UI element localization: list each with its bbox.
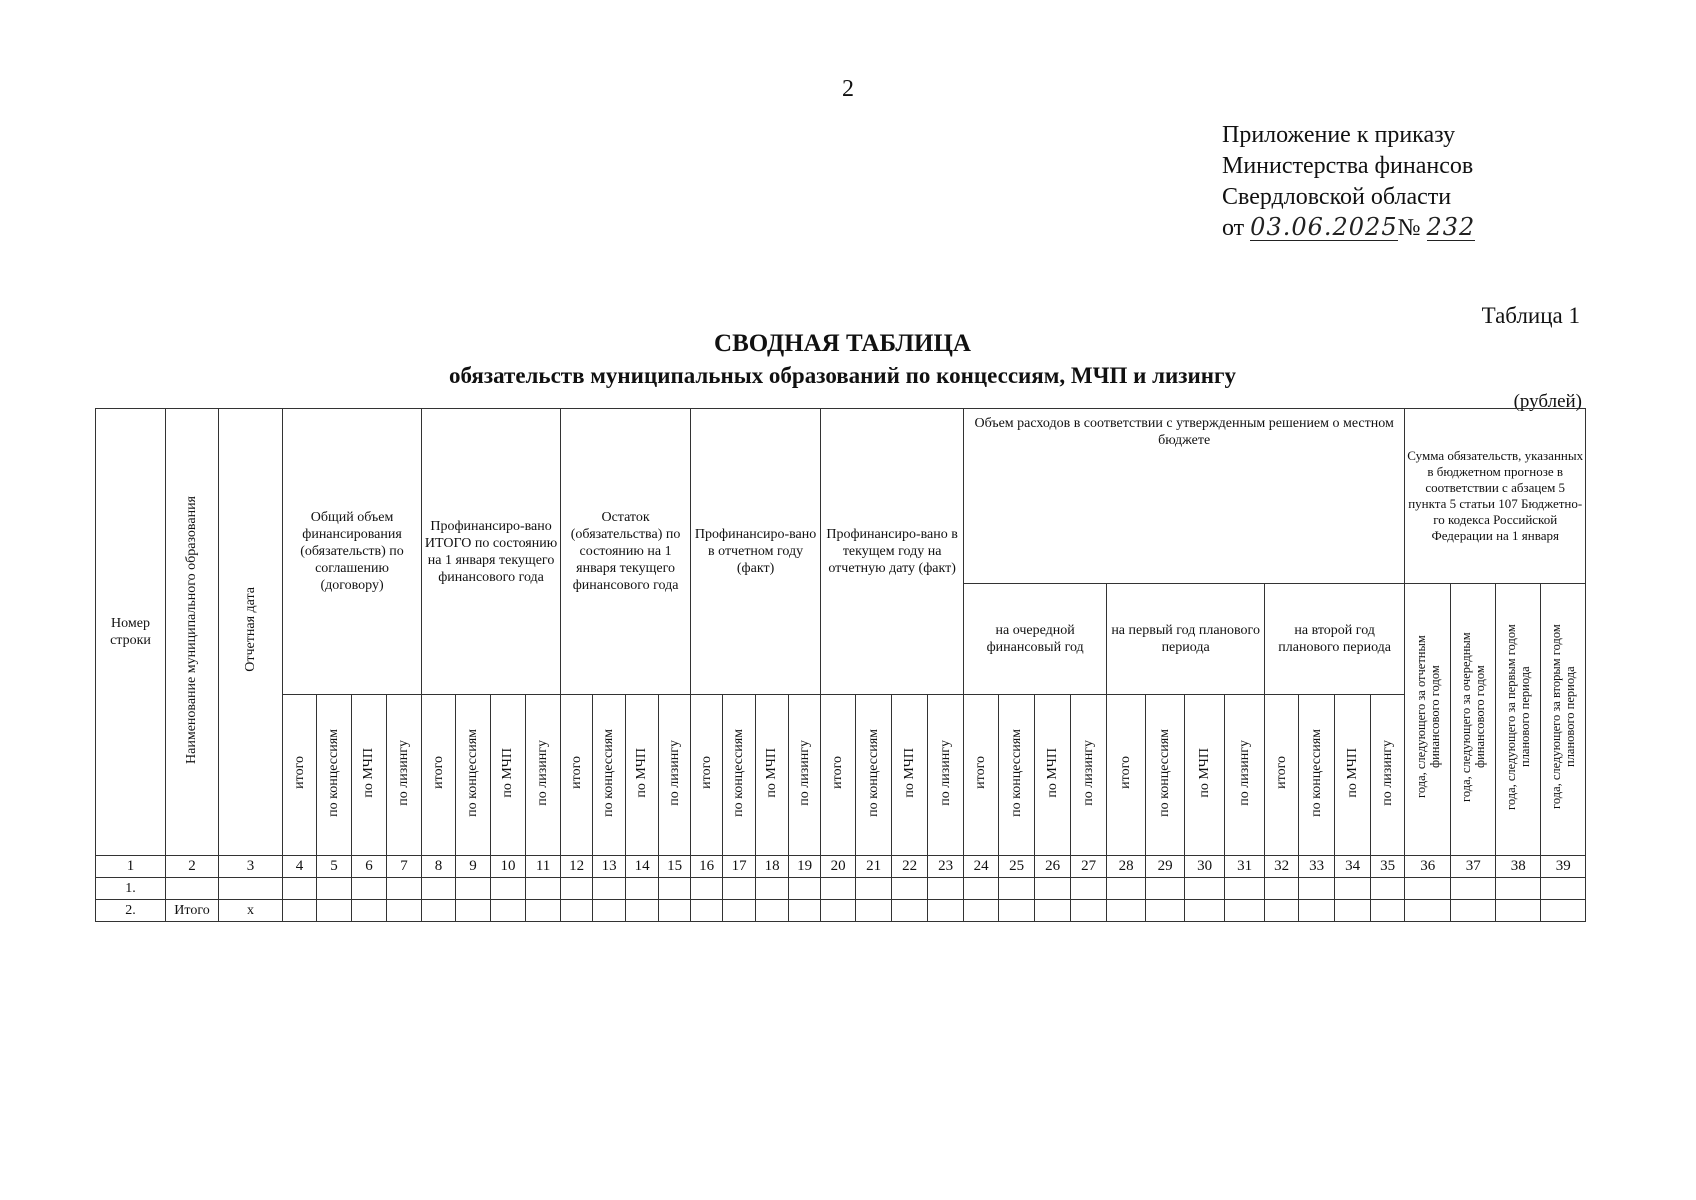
sub-header-total: итого xyxy=(821,695,856,856)
value-cell xyxy=(723,900,756,922)
value-cell xyxy=(456,878,491,900)
value-cell xyxy=(352,900,387,922)
value-cell xyxy=(1071,878,1107,900)
value-cell xyxy=(561,878,593,900)
column-number: 26 xyxy=(1035,856,1071,878)
value-cell xyxy=(856,878,892,900)
value-cell xyxy=(1496,878,1541,900)
column-number: 12 xyxy=(561,856,593,878)
value-cell xyxy=(526,900,561,922)
sub-header-mchp: по МЧП xyxy=(491,695,526,856)
sub-header-total: итого xyxy=(1265,695,1299,856)
appendix-block xyxy=(1222,120,1475,244)
value-cell xyxy=(928,900,964,922)
value-cell xyxy=(964,878,999,900)
value-cell xyxy=(1299,878,1335,900)
column-number: 15 xyxy=(659,856,691,878)
value-cell xyxy=(964,900,999,922)
header-municipality: Наименование муниципального образования xyxy=(166,409,219,856)
value-cell xyxy=(1496,900,1541,922)
sub-header-total: итого xyxy=(422,695,456,856)
header-report-date: Отчетная дата xyxy=(219,409,283,856)
value-cell xyxy=(491,900,526,922)
summary-table xyxy=(95,408,1586,922)
value-cell xyxy=(526,878,561,900)
page-number: 2 xyxy=(842,76,854,102)
value-cell xyxy=(1405,878,1451,900)
column-number: 25 xyxy=(999,856,1035,878)
value-cell xyxy=(1451,900,1496,922)
sub-header-mchp: по МЧП xyxy=(1035,695,1071,856)
header-financed-report-year: Профинансиро-вано в отчетном году (факт) xyxy=(691,409,821,695)
sub-header-mchp: по МЧП xyxy=(756,695,789,856)
column-number: 32 xyxy=(1265,856,1299,878)
column-number: 22 xyxy=(892,856,928,878)
column-number: 34 xyxy=(1335,856,1371,878)
value-cell xyxy=(892,900,928,922)
value-cell xyxy=(387,878,422,900)
column-number: 20 xyxy=(821,856,856,878)
handwritten-number: 232 xyxy=(1426,213,1476,241)
value-cell xyxy=(756,900,789,922)
value-cell xyxy=(626,900,659,922)
header-forecast-38: года, следующего за первым годом планового периода xyxy=(1496,584,1541,856)
sub-header-leasing: по лизингу xyxy=(1371,695,1405,856)
units-label: (рублей) xyxy=(1513,391,1582,412)
value-cell xyxy=(422,900,456,922)
value-cell xyxy=(1225,900,1265,922)
value-cell xyxy=(999,900,1035,922)
sub-header-concessions: по концессиям xyxy=(856,695,892,856)
sub-header-total: итого xyxy=(964,695,999,856)
value-cell xyxy=(1035,878,1071,900)
value-cell xyxy=(1371,878,1405,900)
value-cell xyxy=(1071,900,1107,922)
value-cell xyxy=(283,900,317,922)
number-sign: № xyxy=(1397,215,1421,241)
value-cell xyxy=(789,878,821,900)
value-cell xyxy=(626,878,659,900)
sub-header-concessions: по концессиям xyxy=(456,695,491,856)
table-label: Таблица 1 xyxy=(1481,303,1580,328)
sub-header-mchp: по МЧП xyxy=(352,695,387,856)
value-cell xyxy=(821,878,856,900)
column-number: 9 xyxy=(456,856,491,878)
value-cell xyxy=(1107,878,1146,900)
header-remainder-jan1: Остаток (обязательства) по состоянию на 1 января текущего финансового года xyxy=(561,409,691,695)
header-next-fin-year: на очередной финансовый год xyxy=(964,584,1107,695)
column-number: 17 xyxy=(723,856,756,878)
value-cell xyxy=(422,878,456,900)
header-forecast-36: года, следующего за отчетным финансового годом xyxy=(1405,584,1451,856)
sub-header-concessions: по концессиям xyxy=(723,695,756,856)
header-row-number: Номер строки xyxy=(96,409,166,856)
sub-header-leasing: по лизингу xyxy=(387,695,422,856)
row-number-cell: 1. xyxy=(96,878,166,900)
value-cell xyxy=(756,878,789,900)
column-number: 6 xyxy=(352,856,387,878)
sub-header-leasing: по лизингу xyxy=(1225,695,1265,856)
value-cell xyxy=(1405,900,1451,922)
table-row xyxy=(96,878,1586,900)
value-cell xyxy=(1541,878,1586,900)
column-number: 35 xyxy=(1371,856,1405,878)
value-cell xyxy=(856,900,892,922)
value-cell xyxy=(1107,900,1146,922)
value-cell xyxy=(387,900,422,922)
column-number: 31 xyxy=(1225,856,1265,878)
header-forecast-39: года, следующего за вторым годом планового периода xyxy=(1541,584,1586,856)
value-cell xyxy=(691,900,723,922)
value-cell xyxy=(1265,878,1299,900)
column-number: 36 xyxy=(1405,856,1451,878)
value-cell xyxy=(691,878,723,900)
report-date-cell xyxy=(219,878,283,900)
sub-header-total: итого xyxy=(283,695,317,856)
sub-header-concessions: по концессиям xyxy=(999,695,1035,856)
sub-header-mchp: по МЧП xyxy=(626,695,659,856)
column-number: 37 xyxy=(1451,856,1496,878)
value-cell xyxy=(1146,900,1185,922)
value-cell xyxy=(1225,878,1265,900)
column-number: 38 xyxy=(1496,856,1541,878)
header-total-volume: Общий объем финансирования (обязательств) по соглашению (договору) xyxy=(283,409,422,695)
value-cell xyxy=(1451,878,1496,900)
column-number: 28 xyxy=(1107,856,1146,878)
value-cell xyxy=(352,878,387,900)
value-cell xyxy=(317,878,352,900)
value-cell xyxy=(1299,900,1335,922)
column-number: 23 xyxy=(928,856,964,878)
report-date-cell: х xyxy=(219,900,283,922)
sub-header-concessions: по концессиям xyxy=(1146,695,1185,856)
column-number: 14 xyxy=(626,856,659,878)
header-first-plan-year: на первый год планового периода xyxy=(1107,584,1265,695)
header-financed-total-jan1: Профинансиро-вано ИТОГО по состоянию на 1 января текущего финансового года xyxy=(422,409,561,695)
sub-header-mchp: по МЧП xyxy=(1335,695,1371,856)
value-cell xyxy=(1335,878,1371,900)
value-cell xyxy=(892,878,928,900)
value-cell xyxy=(491,878,526,900)
column-number: 11 xyxy=(526,856,561,878)
column-number: 18 xyxy=(756,856,789,878)
column-number: 19 xyxy=(789,856,821,878)
value-cell xyxy=(999,878,1035,900)
sub-header-leasing: по лизингу xyxy=(789,695,821,856)
column-number: 21 xyxy=(856,856,892,878)
column-number-row xyxy=(96,856,1586,878)
value-cell xyxy=(1146,878,1185,900)
value-cell xyxy=(561,900,593,922)
table-row xyxy=(96,900,1586,922)
sub-header-concessions: по концессиям xyxy=(1299,695,1335,856)
value-cell xyxy=(1335,900,1371,922)
document-title: СВОДНАЯ ТАБЛИЦА xyxy=(714,330,971,357)
header-second-plan-year: на второй год планового периода xyxy=(1265,584,1405,695)
sub-header-concessions: по концессиям xyxy=(317,695,352,856)
header-forecast-37: года, следующего за очередным финансового годом xyxy=(1451,584,1496,856)
column-number: 39 xyxy=(1541,856,1586,878)
column-number: 29 xyxy=(1146,856,1185,878)
municipality-cell: Итого xyxy=(166,900,219,922)
value-cell xyxy=(821,900,856,922)
sub-header-leasing: по лизингу xyxy=(659,695,691,856)
sub-header-total: итого xyxy=(691,695,723,856)
column-number: 16 xyxy=(691,856,723,878)
column-number: 30 xyxy=(1185,856,1225,878)
value-cell xyxy=(659,878,691,900)
header-financed-current-year: Профинансиро-вано в текущем году на отчетную дату (факт) xyxy=(821,409,964,695)
value-cell xyxy=(283,878,317,900)
column-number: 27 xyxy=(1071,856,1107,878)
sub-header-total: итого xyxy=(1107,695,1146,856)
appendix-line-1: Приложение к приказу xyxy=(1222,122,1456,148)
value-cell xyxy=(928,878,964,900)
sub-header-mchp: по МЧП xyxy=(1185,695,1225,856)
value-cell xyxy=(1185,878,1225,900)
column-number: 1 xyxy=(96,856,166,878)
sub-header-total: итого xyxy=(561,695,593,856)
value-cell xyxy=(1185,900,1225,922)
value-cell xyxy=(659,900,691,922)
column-number: 13 xyxy=(593,856,626,878)
document-subtitle: обязательств муниципальных образований по концессиям, МЧП и лизингу xyxy=(449,363,1236,388)
appendix-date-line xyxy=(1222,213,1475,244)
value-cell xyxy=(723,878,756,900)
column-number: 2 xyxy=(166,856,219,878)
header-expenses-volume: Объем расходов в соответствии с утвержденным решением о местном бюджете xyxy=(964,409,1405,584)
sub-header-concessions: по концессиям xyxy=(593,695,626,856)
municipality-cell xyxy=(166,878,219,900)
column-number: 24 xyxy=(964,856,999,878)
date-prefix: от xyxy=(1222,215,1245,241)
row-number-cell: 2. xyxy=(96,900,166,922)
column-number: 10 xyxy=(491,856,526,878)
column-number: 8 xyxy=(422,856,456,878)
column-number: 4 xyxy=(283,856,317,878)
value-cell xyxy=(1035,900,1071,922)
value-cell xyxy=(317,900,352,922)
sub-header-leasing: по лизингу xyxy=(526,695,561,856)
column-number: 33 xyxy=(1299,856,1335,878)
column-number: 5 xyxy=(317,856,352,878)
column-number: 7 xyxy=(387,856,422,878)
header-budget-forecast-sum: Сумма обязательств, указанных в бюджетном прогнозе в соответствии с абзацем 5 пункта 5 статьи 107 Бюджетно-го кодекса Российской Федерации на 1 января xyxy=(1405,409,1586,584)
value-cell xyxy=(789,900,821,922)
value-cell xyxy=(1265,900,1299,922)
column-number: 3 xyxy=(219,856,283,878)
value-cell xyxy=(1371,900,1405,922)
value-cell xyxy=(593,878,626,900)
value-cell xyxy=(1541,900,1586,922)
appendix-line-3: Свердловской области xyxy=(1222,184,1452,210)
sub-header-mchp: по МЧП xyxy=(892,695,928,856)
handwritten-date: 03.06.2025 xyxy=(1250,213,1398,241)
value-cell xyxy=(456,900,491,922)
sub-header-leasing: по лизингу xyxy=(1071,695,1107,856)
sub-header-leasing: по лизингу xyxy=(928,695,964,856)
appendix-line-2: Министерства финансов xyxy=(1222,153,1474,179)
value-cell xyxy=(593,900,626,922)
